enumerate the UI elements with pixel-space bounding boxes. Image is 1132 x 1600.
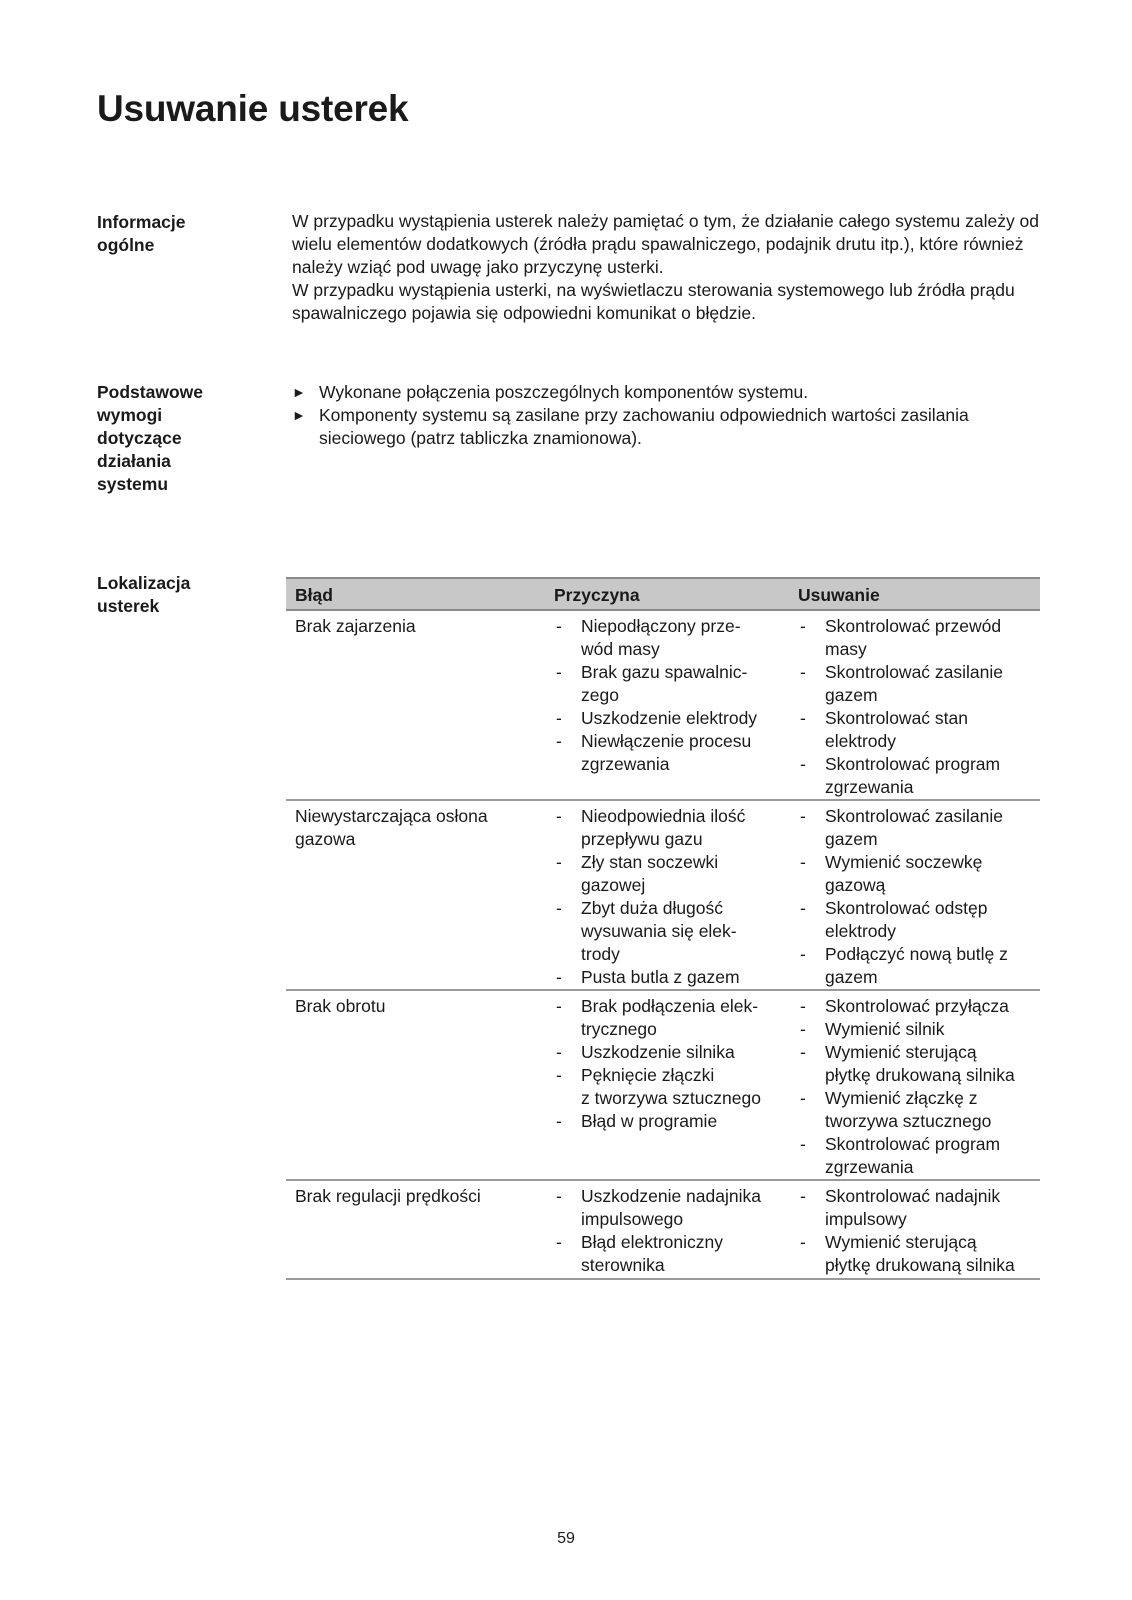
table-row: [286, 611, 1040, 801]
remedy-item: - Skontrolować przewód masy: [798, 615, 1040, 661]
remedy-item: - Podłączyć nową butlę z gazem: [798, 943, 1040, 989]
cause-cell: [545, 801, 789, 989]
error-cell: Brak zajarzenia: [295, 616, 416, 636]
remedy-item: - Skontrolować zasilanie gazem: [798, 661, 1040, 707]
cause-item: - Zły stan soczewki gazowej: [554, 851, 789, 897]
column-header-remedy: Usuwanie: [798, 585, 880, 605]
remedy-list: [798, 1185, 1040, 1277]
cause-cell: [545, 611, 789, 799]
remedy-item: - Skontrolować stan elektrody: [798, 707, 1040, 753]
column-header-cause: Przyczyna: [554, 585, 640, 605]
requirement-item: [292, 404, 1052, 450]
remedy-item: - Skontrolować program zgrzewania: [798, 753, 1040, 799]
section-label-localization: Lokalizacja usterek: [97, 573, 191, 616]
table-header-row: [286, 577, 1040, 611]
remedy-item: - Skontrolować przyłącza: [798, 995, 1040, 1018]
remedy-item: - Skontrolować program zgrzewania: [798, 1133, 1040, 1179]
remedy-list: [798, 995, 1040, 1179]
remedy-cell: [789, 801, 1040, 989]
remedy-list: [798, 615, 1040, 799]
section-label-requirements: Podstawowe wymogi dotyczące działania systemu: [97, 382, 203, 494]
requirement-text: Wykonane połączenia poszczególnych komponentów systemu.: [319, 382, 809, 402]
column-header-error: Błąd: [295, 585, 333, 605]
general-paragraph: W przypadku wystąpienia usterki, na wyświetlaczu sterowania systemowego lub źródła prądu spawalniczego pojawia się odpowiedni komunikat o błędzie.: [292, 280, 1015, 323]
troubleshooting-table: [286, 577, 1040, 1280]
cause-item: - Nieodpowiednia ilość przepływu gazu: [554, 805, 789, 851]
cause-item: - Brak podłączenia elek- trycznego: [554, 995, 789, 1041]
triangle-bullet-icon: ►: [292, 384, 306, 400]
cause-cell: [545, 1181, 789, 1278]
table-row: [286, 991, 1040, 1181]
cause-item: - Pusta butla z gazem: [554, 966, 789, 989]
remedy-item: - Wymienić soczewkę gazową: [798, 851, 1040, 897]
remedy-item: - Skontrolować nadajnik impulsowy: [798, 1185, 1040, 1231]
remedy-item: - Wymienić złączkę z tworzywa sztucznego: [798, 1087, 1040, 1133]
cause-item: - Brak gazu spawalnic- zego: [554, 661, 789, 707]
cause-item: - Uszkodzenie nadajnika impulsowego: [554, 1185, 789, 1231]
remedy-item: - Skontrolować odstęp elektrody: [798, 897, 1040, 943]
remedy-item: - Wymienić sterującą płytkę drukowaną silnika: [798, 1231, 1040, 1277]
error-cell: Brak regulacji prędkości: [295, 1186, 481, 1206]
page-title: Usuwanie usterek: [97, 88, 409, 129]
cause-list: [554, 805, 789, 989]
cause-list: [554, 1185, 789, 1277]
section-label-general: Informacje ogólne: [97, 212, 186, 255]
cause-item: - Błąd elektroniczny sterownika: [554, 1231, 789, 1277]
requirement-text: Komponenty systemu są zasilane przy zachowaniu odpowiednich wartości zasilania sieciowego (patrz tabliczka znamionowa).: [319, 405, 969, 448]
cause-list: [554, 995, 789, 1133]
remedy-item: - Wymienić silnik: [798, 1018, 1040, 1041]
error-cell: Brak obrotu: [295, 996, 386, 1016]
remedy-list: [798, 805, 1040, 989]
requirement-item: [292, 381, 1052, 404]
table-row: [286, 1181, 1040, 1280]
remedy-cell: [789, 991, 1040, 1179]
cause-item: - Niewłączenie procesu zgrzewania: [554, 730, 789, 776]
cause-cell: [545, 991, 789, 1179]
remedy-cell: [789, 1181, 1040, 1278]
cause-item: - Uszkodzenie silnika: [554, 1041, 789, 1064]
general-info-text: [292, 210, 1052, 325]
remedy-cell: [789, 611, 1040, 799]
cause-item: - Niepodłączony prze- wód masy: [554, 615, 789, 661]
remedy-item: - Skontrolować zasilanie gazem: [798, 805, 1040, 851]
table-row: [286, 801, 1040, 991]
error-cell: Niewystarczająca osłona gazowa: [295, 806, 488, 849]
triangle-bullet-icon: ►: [292, 407, 306, 423]
requirements-list: [292, 381, 1052, 450]
cause-item: - Uszkodzenie elektrody: [554, 707, 789, 730]
cause-item: - Zbyt duża długość wysuwania się elek- trody: [554, 897, 789, 966]
page-number: 59: [557, 1530, 575, 1547]
requirements-list-container: [292, 381, 1052, 450]
cause-item: - Pęknięcie złączki z tworzywa sztucznego: [554, 1064, 789, 1110]
general-paragraph: W przypadku wystąpienia usterek należy pamiętać o tym, że działanie całego systemu zależy od wielu elementów dodatkowych (źródła prądu spawalniczego, podajnik drutu itp.), które również należy wziąć pod uwagę jako przyczynę usterki.: [292, 211, 1040, 277]
remedy-item: - Wymienić sterującą płytkę drukowaną silnika: [798, 1041, 1040, 1087]
cause-list: [554, 615, 789, 776]
cause-item: - Błąd w programie: [554, 1110, 789, 1133]
